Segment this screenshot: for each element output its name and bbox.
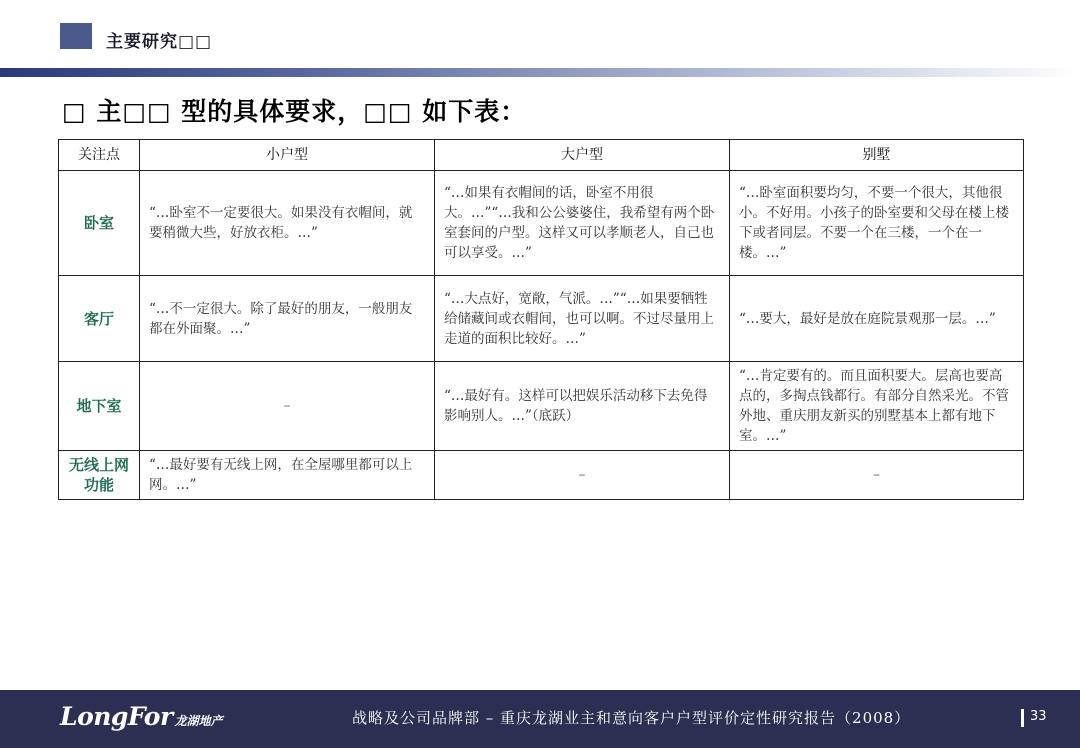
table-header-row: [59, 140, 1024, 171]
cell-villa: “…要大，最好是放在庭院景观那一层。…”: [730, 276, 1024, 362]
cell-small: “…卧室不一定要很大。如果没有衣帽间，就要稍微大些，好放衣柜。…”: [140, 171, 435, 276]
table-row: [59, 171, 1024, 276]
cell-small: “…不一定很大。除了最好的朋友，一般朋友都在外面聚。…”: [140, 276, 435, 362]
table-row: [59, 451, 1024, 500]
header-divider-bar: [0, 68, 1080, 77]
cell-villa: “…肯定要有的。而且面积要大。层高也要高点的，多掏点钱都行。有部分自然采光。不管外地、重庆朋友新买的别墅基本上都有地下室。…”: [730, 362, 1024, 451]
row-topic: 卧室: [59, 171, 140, 276]
logo-wordmark: LongFor: [60, 702, 173, 731]
table-row: [59, 276, 1024, 362]
report-title: 战略及公司品牌部 – 重庆龙湖业主和意向客户户型评价定性研究报告（2008）: [352, 709, 911, 727]
column-header-villa: 别墅: [730, 140, 1024, 171]
row-topic: 客厅: [59, 276, 140, 362]
column-header-large: 大户型: [435, 140, 730, 171]
section-title: 主要研究□□: [106, 32, 213, 52]
logo-chinese-name: 龙湖地产: [174, 714, 223, 728]
header-accent-square: [60, 23, 92, 49]
footer-separator: [1021, 709, 1024, 727]
slide-heading: □ 主□□ 型的具体要求，□□ 如下表：: [62, 97, 527, 126]
requirements-table: [58, 139, 1024, 500]
page-number: 33: [1030, 709, 1047, 724]
company-logo: [60, 702, 223, 731]
row-topic: 地下室: [59, 362, 140, 451]
row-topic: 无线上网功能: [59, 451, 140, 500]
column-header-focus: 关注点: [59, 140, 140, 171]
footer-bar: [0, 690, 1080, 748]
table-row: [59, 362, 1024, 451]
cell-villa: “…卧室面积要均匀，不要一个很大，其他很小。不好用。小孩子的卧室要和父母在楼上楼下或者同层。不要一个在三楼，一个在一楼。…”: [730, 171, 1024, 276]
cell-large: “…最好有。这样可以把娱乐活动移下去免得影响别人。…”（底跃）: [435, 362, 730, 451]
cell-large: “…大点好，宽敞，气派。…”“…如果要牺牲给储藏间或衣帽间，也可以啊。不过尽量用上走道的面积比较好。…”: [435, 276, 730, 362]
cell-small: –: [140, 362, 435, 451]
cell-large: “…如果有衣帽间的话，卧室不用很大。…”“…我和公公婆婆住，我希望有两个卧室套间的户型。这样又可以孝顺老人，自己也可以享受。…”: [435, 171, 730, 276]
cell-villa: –: [730, 451, 1024, 500]
column-header-small: 小户型: [140, 140, 435, 171]
cell-large: –: [435, 451, 730, 500]
cell-small: “…最好要有无线上网，在全屋哪里都可以上网。…”: [140, 451, 435, 500]
